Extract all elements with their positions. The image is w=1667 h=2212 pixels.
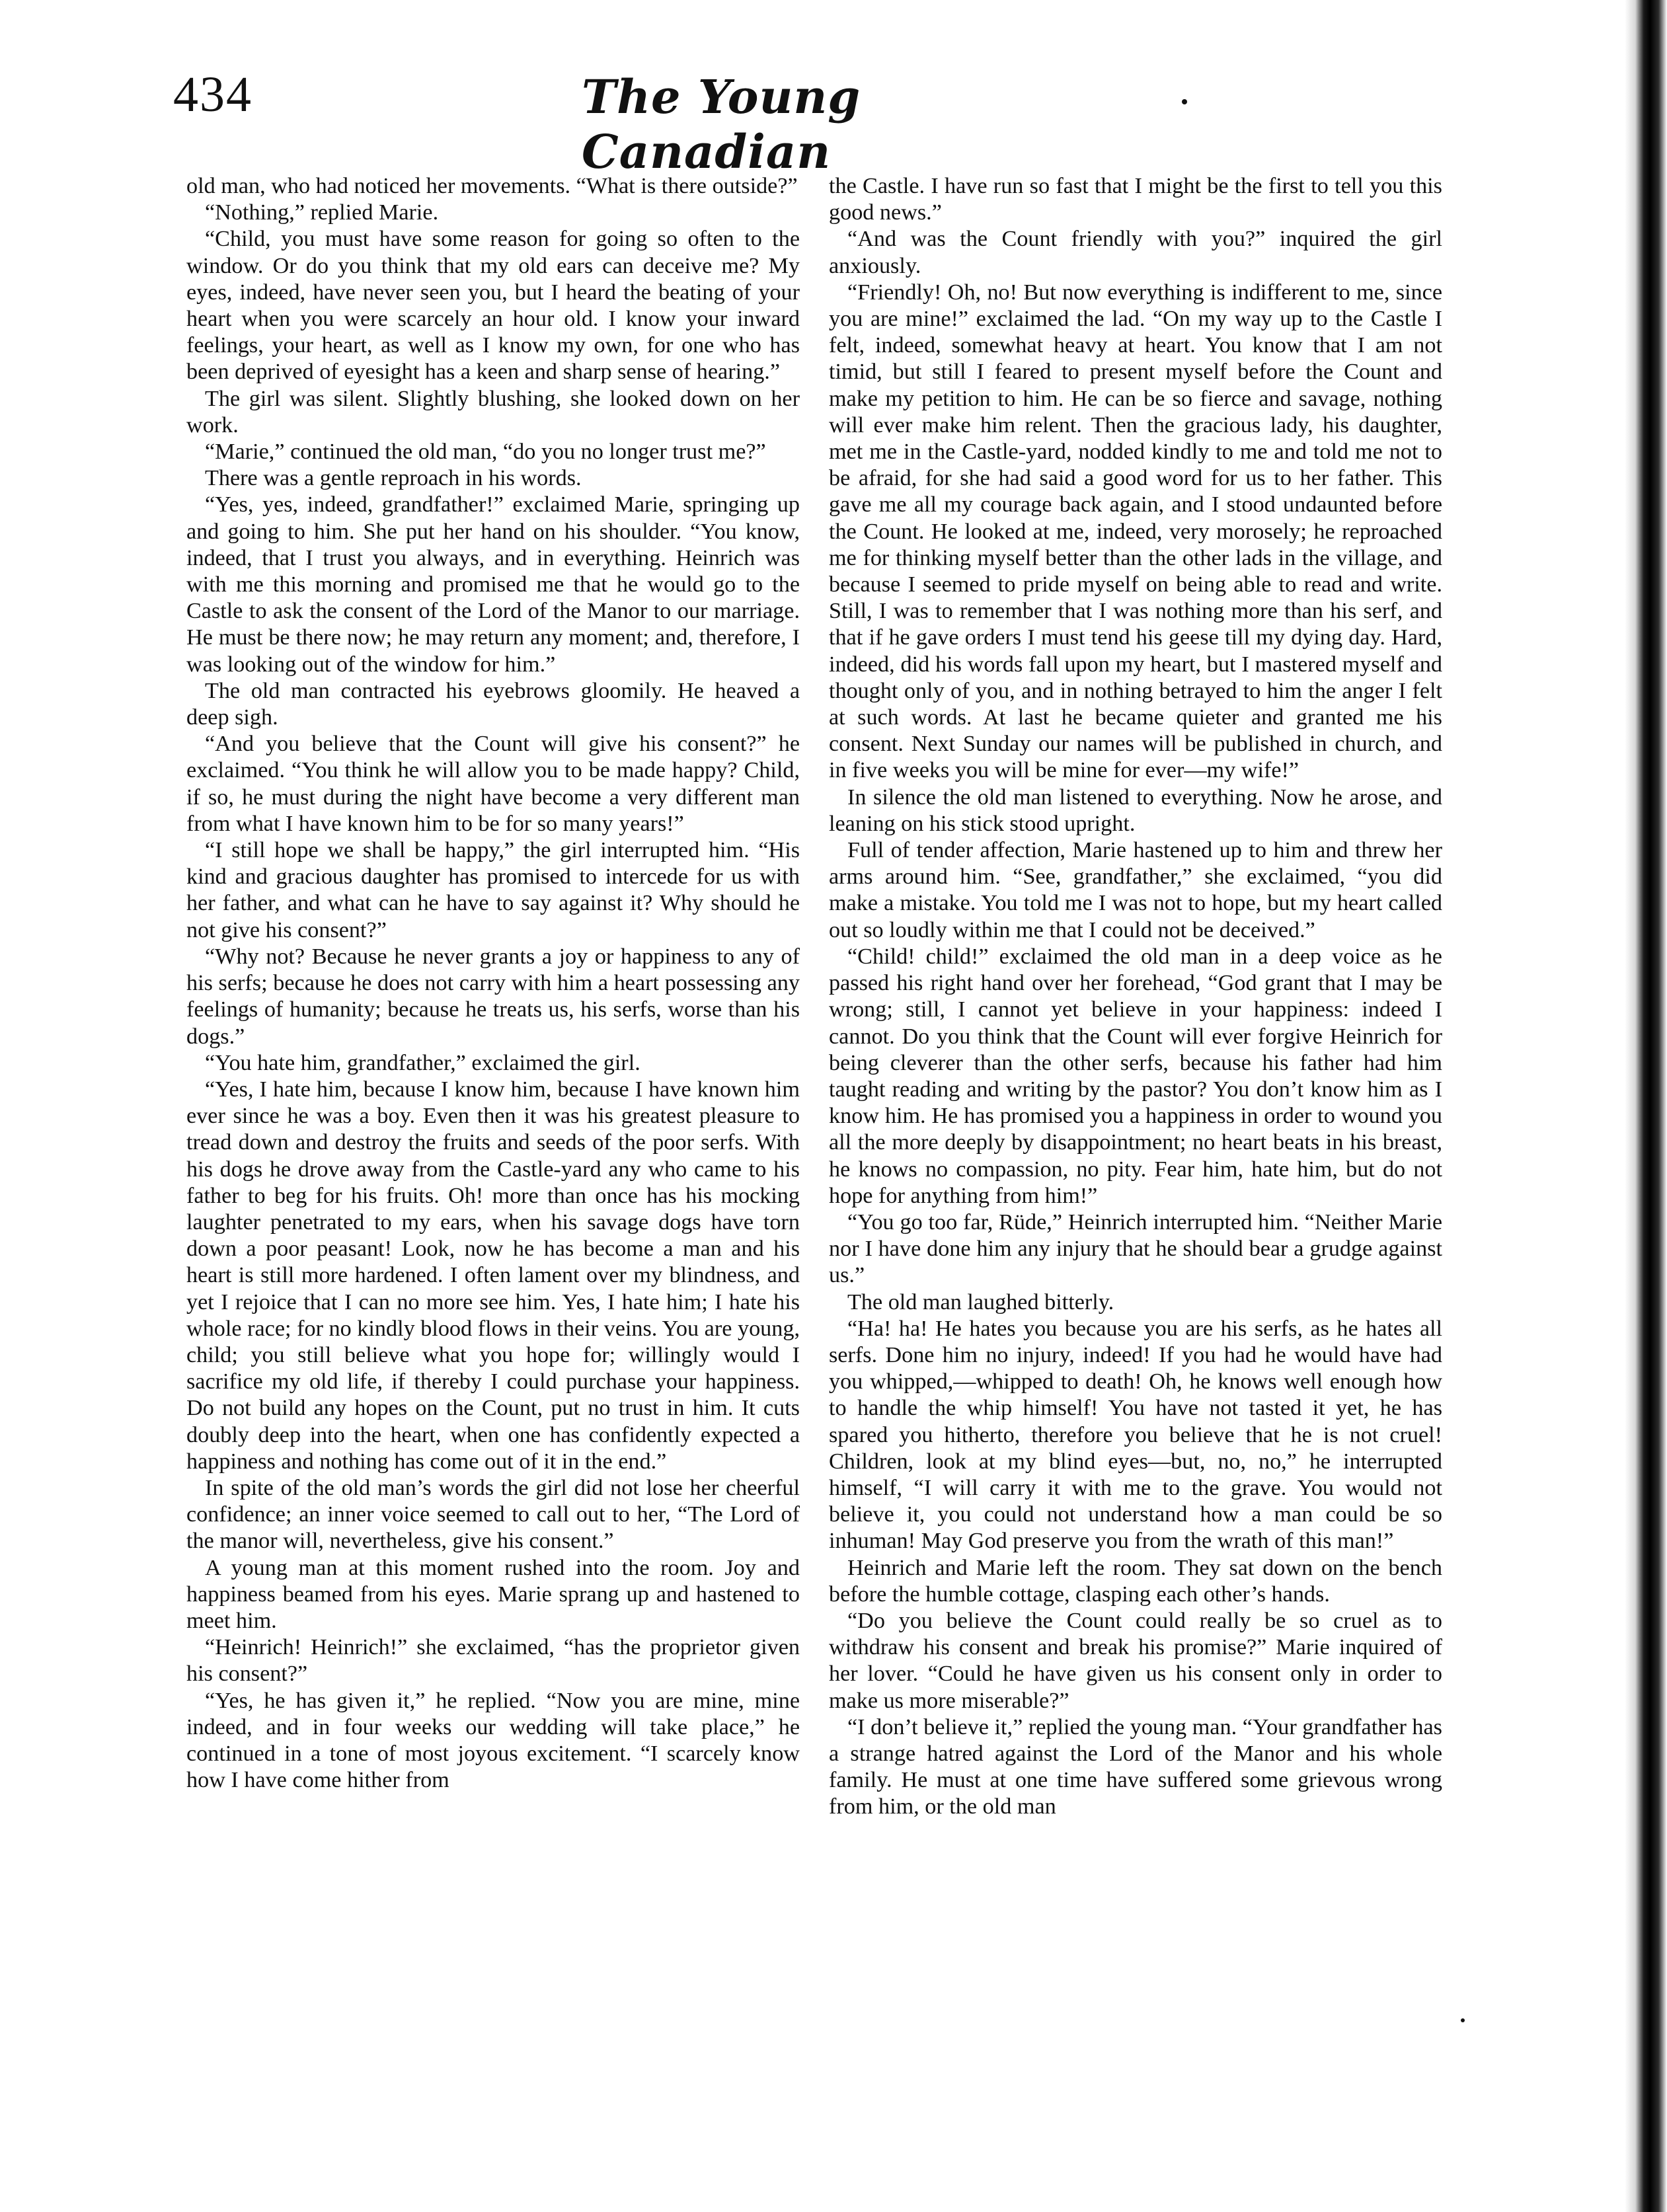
paragraph: “Yes, he has given it,” he replied. “Now you are mine, mine indeed, and in four weeks our wedding will take place,” he continued in a tone of most joyous excitement. “I scarcely know how I have come hither from: [186, 1688, 800, 1793]
text-column-left: [186, 173, 800, 1794]
paragraph: The old man contracted his eyebrows gloomily. He heaved a deep sigh.: [186, 678, 800, 730]
paragraph: “Marie,” continued the old man, “do you no longer trust me?”: [205, 439, 766, 465]
paragraph: old man, who had noticed her movements. “What is there outside?”: [186, 174, 798, 198]
paragraph: There was a gentle reproach in his words.: [205, 466, 582, 491]
text-column-right: [829, 173, 1442, 1821]
paragraph: “You go too far, Rüde,” Heinrich interrupted him. “Neither Marie nor I have done him any injury that he should bear a grudge against us.”: [829, 1209, 1442, 1288]
paragraph: The old man laughed bitterly.: [847, 1289, 1114, 1315]
page-edge-shadow: [1625, 0, 1667, 2212]
paragraph: “Yes, I hate him, because I know him, because I have known him ever since he was a boy. Even then it was his greatest pleasure to tread down and destroy the fruits and seeds of the poor serfs. With his dogs he drove away from the Castle-yard any who came to his father to beg for his fruits. Oh! more than once has his mocking laughter penetrated to my ears, when his savage dogs have torn down a poor peasant! Look, now he has become a man and his heart is still more hardened. I often lament over my blindness, and yet I rejoice that I can no more see him. Yes, I hate him; I hate his whole race; for no kindly blood flows in their veins. You are young, child; you still believe what you hope for; willingly would I sacrifice my old life, if thereby I could purchase your happiness. Do not build any hopes on the Count, put no trust in him. It cuts doubly deep into the heart, when one has confidently expected a happiness and nothing has come out of it in the end.”: [186, 1077, 800, 1474]
paragraph: “Do you believe the Count could really be so cruel as to withdraw his consent and break his promise?” Marie inquired of her lover. “Could he have given us his consent only in order to make us more miserable?”: [829, 1608, 1442, 1713]
page-number: 434: [173, 67, 252, 122]
paragraph: A young man at this moment rushed into the room. Joy and happiness beamed from his eyes. Marie sprang up and hastened to meet him.: [186, 1555, 800, 1633]
paragraph: “Friendly! Oh, no! But now everything is indifferent to me, since you are mine!” exclaimed the lad. “On my way up to the Castle I felt, indeed, somewhat heavy at heart. You know that I am not timid, but still I feared to present myself before the Count and make my petition to him. He can be so fierce and savage, nothing will ever make him relent. Then the gracious lady, his daughter, met me in the Castle-yard, nodded kindly to me and told me not to be afraid, for she had said a good word for us to her father. This gave me all my courage back again, and I stood undaunted before the Count. He looked at me, indeed, very morosely; he reproached me for thinking myself better than the other lads in the village, and because I seemed to pride myself on being able to read and write. Still, I was to remember that I was nothing more than his serf, and that if he gave orders I must tend his geese till my dying day. Hard, indeed, did his words fall upon my heart, but I mastered myself and thought only of you, and in nothing betrayed to him the anger I felt at such words. At last he became quieter and granted me his consent. Next Sunday our names will be published in church, and in five weeks you will be mine for ever—my wife!”: [829, 280, 1442, 783]
paragraph: “I still hope we shall be happy,” the girl interrupted him. “His kind and gracious daughter has promised to intercede for us with her father, and what can he have to say against it? Why should he not give his consent?”: [186, 838, 800, 942]
paragraph: The girl was silent. Slightly blushing, she looked down on her work.: [186, 386, 800, 438]
stray-ink-mark: [1182, 99, 1187, 104]
publication-title: The Young Canadian: [582, 69, 861, 179]
paragraph: In silence the old man listened to everything. Now he arose, and leaning on his stick stood upright.: [829, 784, 1442, 836]
paragraph: “Child! child!” exclaimed the old man in a deep voice as he passed his right hand over her forehead, “God grant that I may be wrong; still, I cannot yet believe in your happiness: indeed I cannot. Do you think that the Count will ever forgive Heinrich for being cleverer than the other serfs, because his father had him taught reading and writing by the pastor? You don’t know him as I know him. He has promised you a happiness in order to wound you all the more deeply by disappointment; no heart beats in his breast, he knows no compassion, no pity. Fear him, hate him, but do not hope for anything from him!”: [829, 944, 1442, 1208]
stray-ink-mark: [1461, 2018, 1465, 2022]
paragraph: “I don’t believe it,” replied the young man. “Your grandfather has a strange hatred against the Lord of the Manor and his whole family. He must at one time have suffered some grievous wrong from him, or the old man: [829, 1714, 1442, 1819]
paragraph: “Why not? Because he never grants a joy or happiness to any of his serfs; because he does not carry with him a heart possessing any feelings of humanity; because he treats us, his serfs, worse than his dogs.”: [186, 944, 800, 1049]
paragraph: “Heinrich! Heinrich!” she exclaimed, “has the proprietor given his consent?”: [186, 1635, 800, 1687]
paragraph: Full of tender affection, Marie hastened up to him and threw her arms around him. “See, grandfather,” she exclaimed, “you did make a mistake. You told me I was not to hope, but my heart called out so loudly within me that I could not be deceived.”: [829, 838, 1442, 942]
paragraph: “Child, you must have some reason for going so often to the window. Or do you think that my old ears can deceive me? My eyes, indeed, have never seen you, but I heard the beating of your heart when you were scarcely an hour old. I know your inward feelings, your heart, as well as I know my own, for one who has been deprived of eyesight has a keen and sharp sense of hearing.”: [186, 227, 800, 385]
paragraph: “Ha! ha! He hates you because you are his serfs, as he hates all serfs. Done him no injury, indeed! If you had he would have had you whipped,—whipped to death! Oh, he knows well enough how to handle the whip himself! You have not tasted it yet, he has spared you hitherto, therefore you believe that he is not cruel! Children, look at my blind eyes—but, no, no,” he interrupted himself, “I will carry it with me to the grave. You would not believe it, you could not understand how a man could be so inhuman! May God preserve you from the wrath of this man!”: [829, 1316, 1442, 1554]
paragraph: the Castle. I have run so fast that I might be the first to tell you this good news.”: [829, 174, 1442, 225]
paragraph: Heinrich and Marie left the room. They sat down on the bench before the humble cottage, clasping each other’s hands.: [829, 1555, 1442, 1607]
paragraph: “And was the Count friendly with you?” inquired the girl anxiously.: [829, 227, 1442, 278]
paragraph: “Nothing,” replied Marie.: [205, 200, 439, 225]
paragraph: “Yes, yes, indeed, grandfather!” exclaimed Marie, springing up and going to him. She put her hand on his shoulder. “You know, indeed, that I trust you always, and in everything. Heinrich was with me this morning and promised me that he would go to the Castle to ask the consent of the Lord of the Manor to our marriage. He must be there now; he may return any moment; and, therefore, I was looking out of the window for him.”: [186, 492, 800, 677]
paragraph: “And you believe that the Count will give his consent?” he exclaimed. “You think he will allow you to be made happy? Child, if so, he must during the night have become a very different man from what I have known him to be for so many years!”: [186, 732, 800, 836]
paragraph: In spite of the old man’s words the girl did not lose her cheerful confidence; an inner voice seemed to call out to her, “The Lord of the manor will, nevertheless, give his consent.”: [186, 1475, 800, 1554]
paragraph: “You hate him, grandfather,” exclaimed the girl.: [205, 1050, 640, 1075]
